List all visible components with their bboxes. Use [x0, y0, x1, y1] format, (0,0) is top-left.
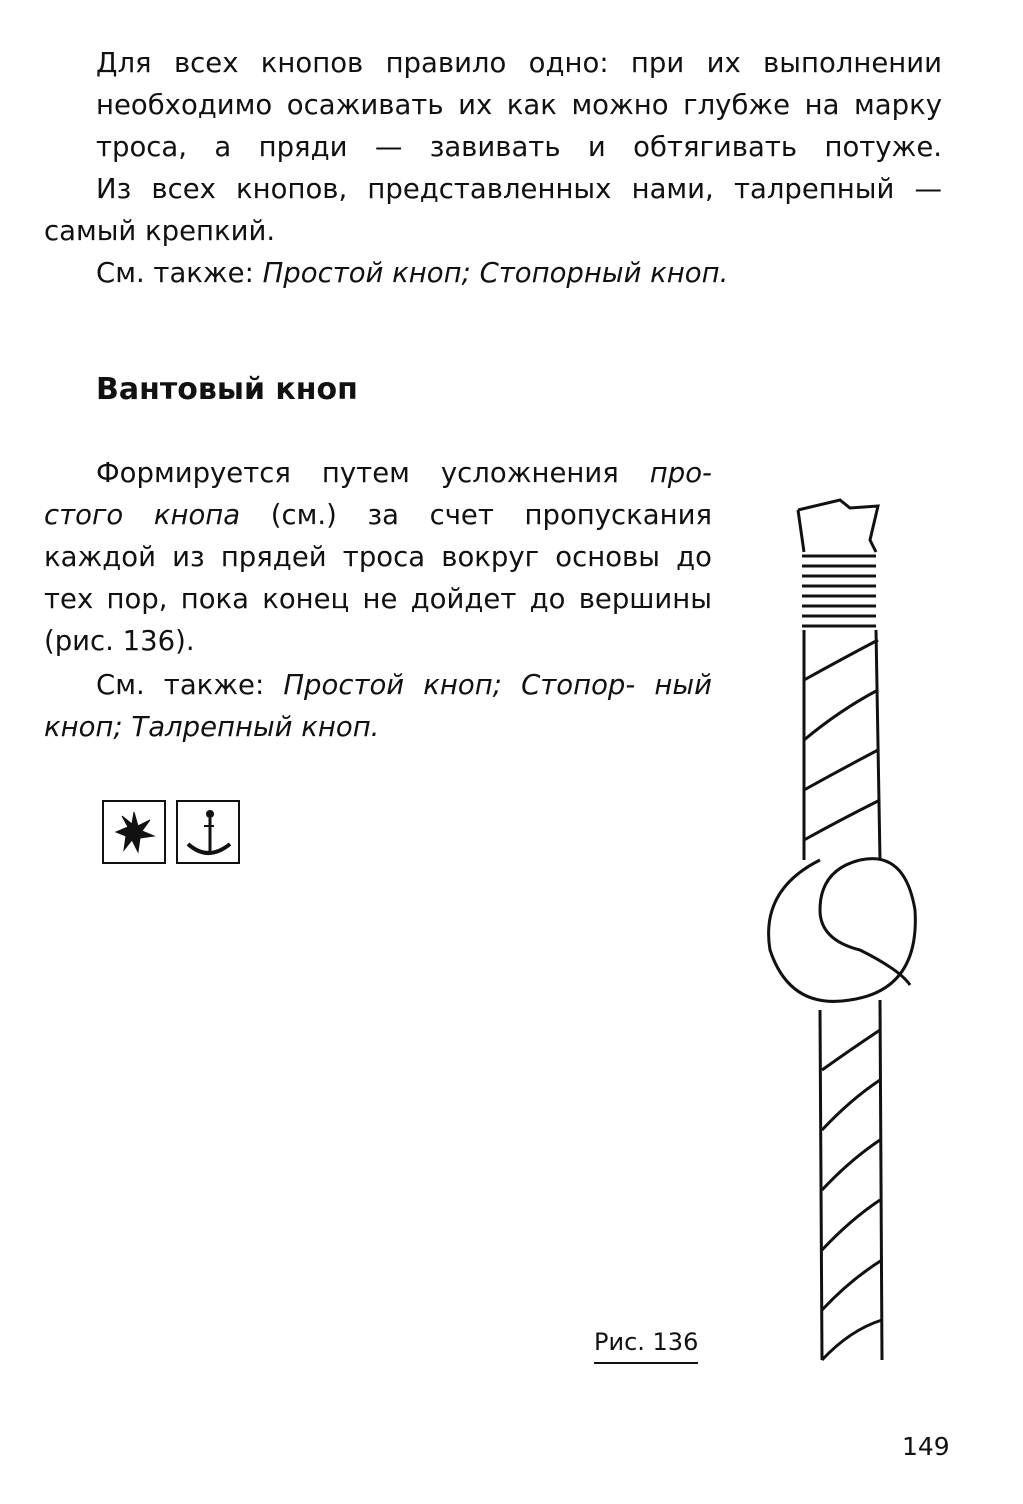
page-number: 149 [902, 1432, 950, 1461]
body-link[interactable]: про- [649, 457, 712, 489]
star-burst-icon [102, 800, 166, 864]
see-also-top [96, 252, 728, 294]
section-title: Вантовый кноп [96, 372, 358, 407]
body-text: вершины (рис. 136). [44, 583, 712, 657]
paragraph-text: Для всех кнопов правило одно: при их выполнении необходимо осаживать их как можно глубже на марку троса, а пряди — завивать и обтягивать потуже. [96, 47, 942, 163]
paragraph-text: Из всех кнопов, представленных нами, талрепный — самый крепкий. [44, 173, 942, 247]
paragraph-strongest [44, 168, 942, 252]
figure-caption: Рис. 136 [594, 1328, 698, 1364]
body-link[interactable]: стого кнопа [44, 499, 241, 531]
see-also-section [44, 664, 712, 748]
see-also-label: См. также: [96, 257, 254, 289]
see-also-refs[interactable]: Простой кноп; Стопор- [283, 669, 636, 701]
see-also-label: См. также: [96, 669, 265, 701]
paragraph-rule [96, 42, 942, 168]
anchor-icon [176, 800, 240, 864]
body-text: каждой из прядей троса вокруг основы [44, 541, 660, 573]
see-also-refs[interactable]: Простой кноп; Стопорный кноп. [262, 257, 729, 289]
body-text: Формируется путем усложнения [96, 457, 619, 489]
category-icons [102, 800, 240, 864]
body-text: (см.) за счет пропускания [270, 499, 712, 531]
section-body [44, 452, 712, 662]
see-also-refs[interactable]: ный кноп; Талрепный кноп. [44, 669, 712, 743]
body-text: до тех пор, пока конец не дойдет до [44, 541, 712, 615]
rope-knot-figure [740, 490, 940, 1374]
